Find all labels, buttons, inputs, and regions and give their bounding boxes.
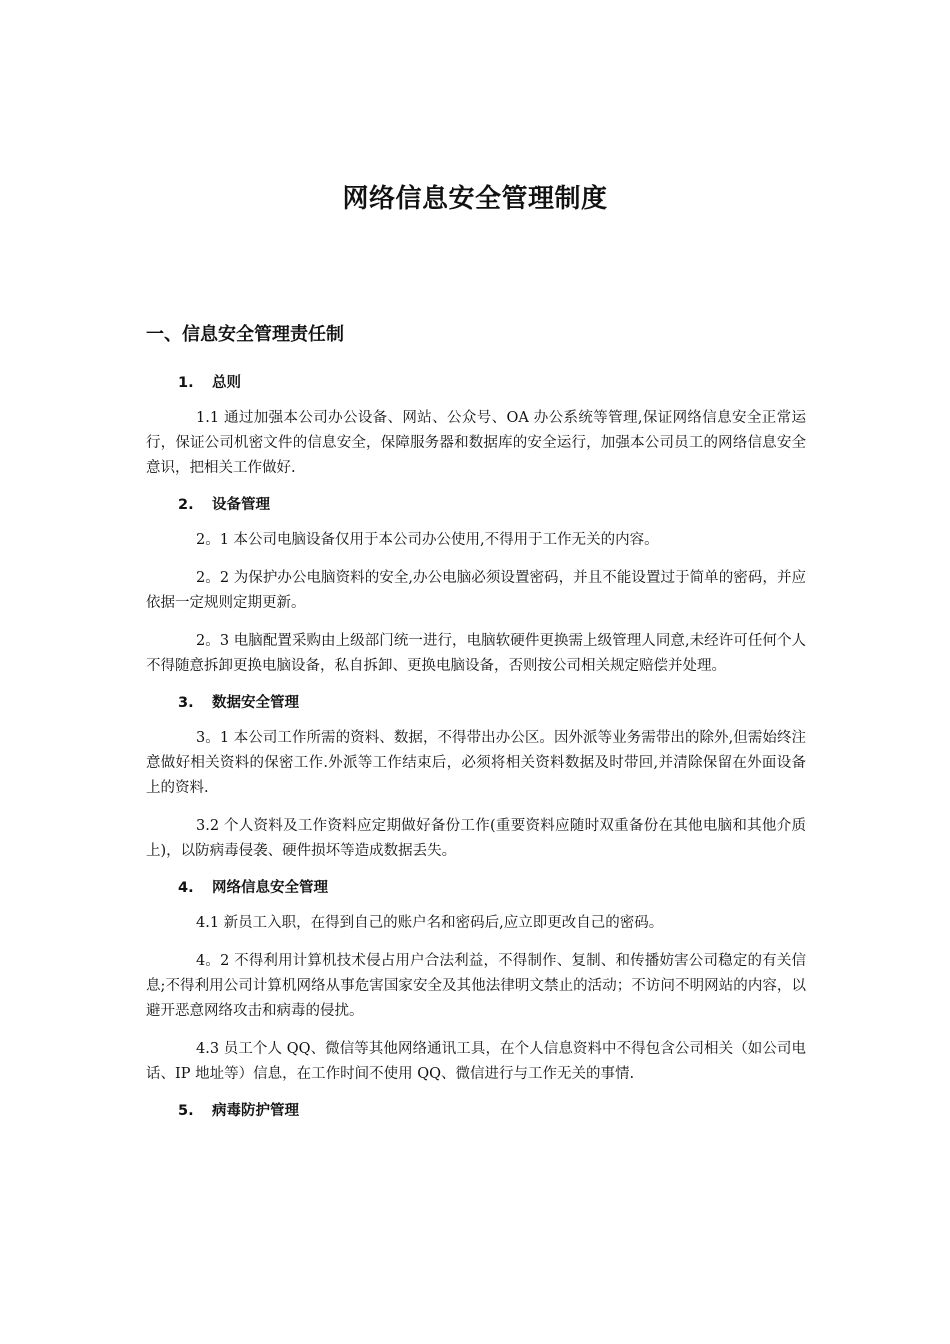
document-title: 网络信息安全管理制度 bbox=[342, 184, 608, 214]
paragraph: 4.1 新员工入职，在得到自己的账户名和密码后,应立即更改自己的密码。 bbox=[196, 915, 664, 931]
section-heading: 一、信息安全管理责任制 bbox=[146, 324, 344, 345]
subsection-number: 1. bbox=[178, 375, 194, 391]
subsection-heading-network-security bbox=[178, 877, 806, 899]
subsection-number: 2. bbox=[178, 497, 194, 513]
subsection-heading-equipment bbox=[178, 494, 806, 516]
subsection-title: 数据安全管理 bbox=[212, 695, 299, 711]
subsection-number: 4. bbox=[178, 880, 194, 896]
paragraph: 2。1 本公司电脑设备仅用于本公司办公使用,不得用于工作无关的内容。 bbox=[196, 532, 659, 548]
paragraph: 3。1 本公司工作所需的资料、数据，不得带出办公区。因外派等业务需带出的除外,但需始终注意做好相关资料的保密工作.外派等工作结束后，必须将相关资料数据及时带回,并清除保留在外面设备上的资料. bbox=[146, 730, 806, 796]
document-body bbox=[146, 320, 806, 1134]
subsection-number: 5. bbox=[178, 1103, 194, 1119]
subsection-number: 3. bbox=[178, 695, 194, 711]
paragraph: 4.3 员工个人 QQ、微信等其他网络通讯工具，在个人信息资料中不得包含公司相关（如公司电话、IP 地址等）信息，在工作时间不使用 QQ、微信进行与工作无关的事情. bbox=[146, 1041, 806, 1082]
subsection-title: 设备管理 bbox=[212, 497, 270, 513]
subsection-title: 病毒防护管理 bbox=[212, 1103, 299, 1119]
subsection-title: 网络信息安全管理 bbox=[212, 880, 328, 896]
paragraph: 4。2 不得利用计算机技术侵占用户合法利益，不得制作、复制、和传播妨害公司稳定的有关信息;不得利用公司计算机网络从事危害国家安全及其他法律明文禁止的活动；不访问不明网站的内容，以避开恶意网络攻击和病毒的侵扰。 bbox=[146, 953, 806, 1019]
subsection-heading-general bbox=[178, 372, 806, 394]
subsection-heading-data-security bbox=[178, 692, 806, 714]
paragraph: 2。3 电脑配置采购由上级部门统一进行，电脑软硬件更换需上级管理人同意,未经许可任何个人不得随意拆卸更换电脑设备，私自拆卸、更换电脑设备，否则按公司相关规定赔偿并处理。 bbox=[146, 633, 806, 674]
paragraph: 1.1 通过加强本公司办公设备、网站、公众号、OA 办公系统等管理,保证网络信息安全正常运行，保证公司机密文件的信息安全，保障服务器和数据库的安全运行，加强本公司员工的网络信息安全意识，把相关工作做好. bbox=[146, 410, 806, 476]
subsection-heading-virus-protection bbox=[178, 1100, 806, 1122]
paragraph: 2。2 为保护办公电脑资料的安全,办公电脑必须设置密码，并且不能设置过于简单的密码，并应依据一定规则定期更新。 bbox=[146, 570, 806, 611]
subsection-title: 总则 bbox=[212, 375, 241, 391]
paragraph: 3.2 个人资料及工作资料应定期做好备份工作(重要资料应随时双重备份在其他电脑和其他介质上)，以防病毒侵袭、硬件损坏等造成数据丢失。 bbox=[146, 818, 806, 859]
